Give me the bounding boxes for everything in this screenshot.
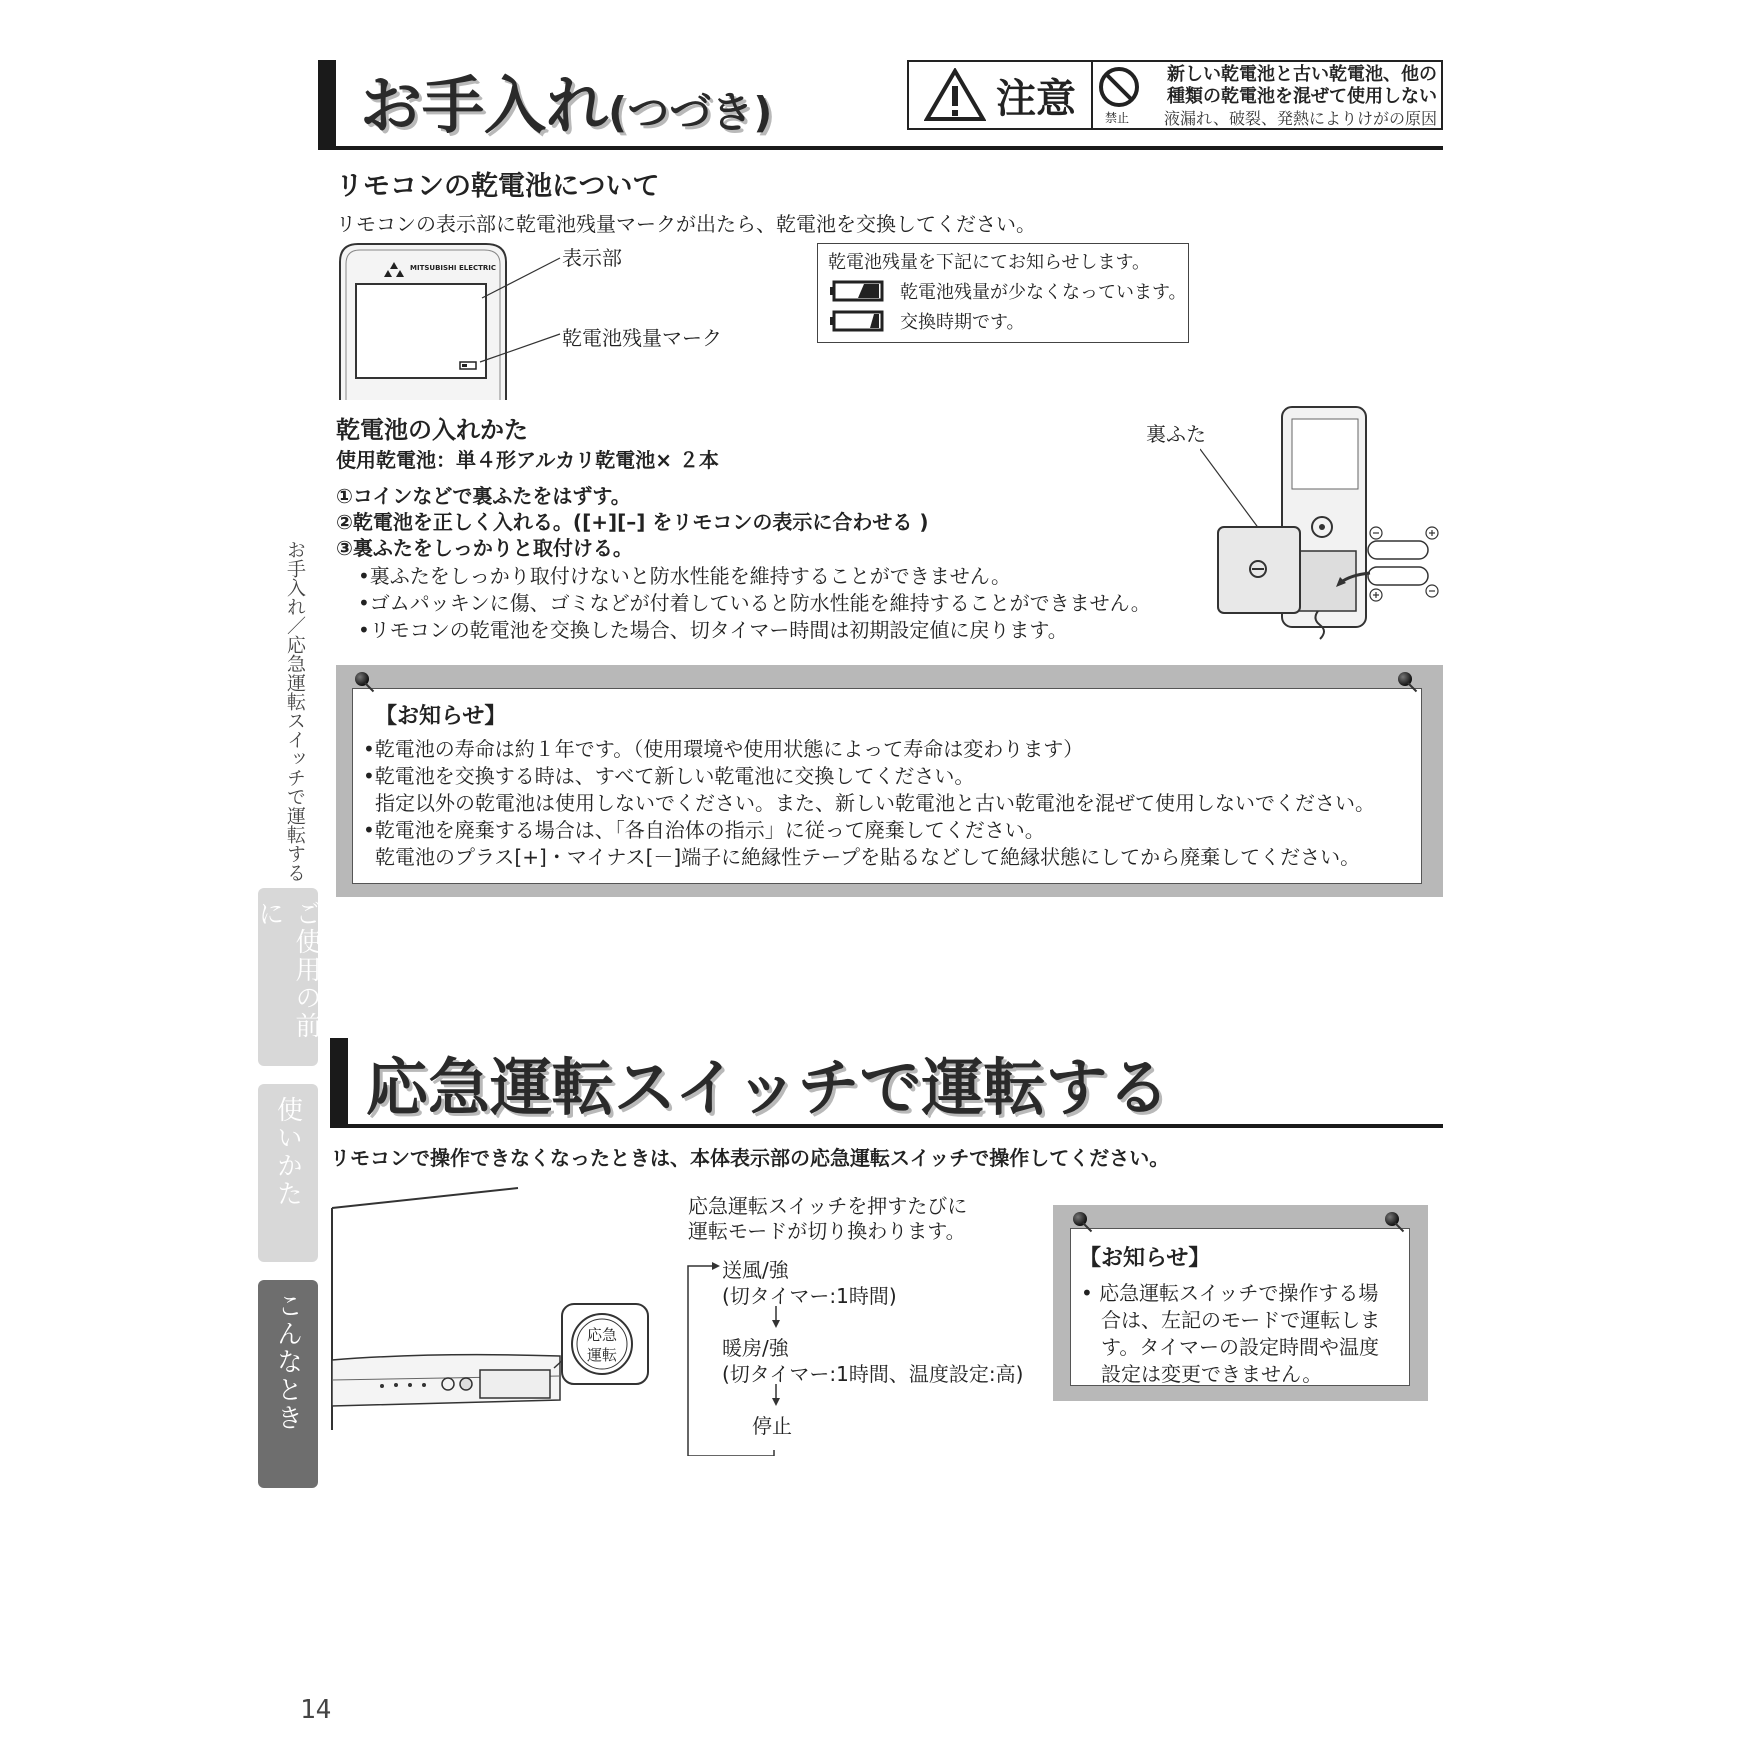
pin-icon (355, 672, 369, 686)
battery-low-icon (830, 280, 886, 302)
notice-card-1 (352, 688, 1422, 884)
battery-type: 使用乾電池：単４形アルカリ乾電池× ２本 (336, 448, 719, 472)
notice-card-2 (1070, 1228, 1410, 1386)
page-title-main: お手入れ (360, 69, 609, 142)
chapter-label: お手入れ／応急運転スイッチで運転する (284, 540, 306, 882)
tab-troubleshooting-label: こんなとき (272, 1292, 303, 1432)
prohibit-label: 禁止 (1105, 111, 1130, 125)
pin-icon (1385, 1212, 1399, 1226)
title-accent-bar (318, 60, 336, 148)
switch-label-1: 応急 (586, 1326, 618, 1344)
page-title-sub: (つづき) (608, 88, 773, 137)
legend-low: 乾電池残量が少なくなっています。 (900, 282, 1187, 303)
step-2: ②乾電池を正しく入れる。([+][–] をリモコンの表示に合わせる ) (336, 510, 929, 534)
tab-before-use[interactable] (254, 888, 321, 1066)
callout-lines (470, 250, 570, 370)
notice-1-line-4: •乾電池を廃棄する場合は、「各自治体の指示」に従って廃棄してください。 (363, 818, 1045, 842)
label-display: 表示部 (562, 246, 622, 270)
warning-triangle-icon (924, 68, 986, 122)
caution-line-1: 新しい乾電池と古い乾電池、他の (1167, 64, 1437, 85)
section2-intro: リモコンで操作できなくなったときは、本体表示部の応急運転スイッチで操作してください。 (330, 1146, 1170, 1170)
legend-title: 乾電池残量を下記にてお知らせします。 (828, 252, 1151, 273)
legend-replace: 交換時期です。 (900, 312, 1025, 333)
flow-intro-2: 運転モードが切り換わります。 (688, 1219, 966, 1243)
label-battery-mark: 乾電池残量マーク (562, 326, 722, 350)
bullet-2: •ゴムパッキンに傷、ゴミなどが付着していると防水性能を維持することができません。 (358, 591, 1151, 615)
prohibit-icon (1097, 65, 1141, 109)
flow-mode-1: 送風/強 (722, 1258, 789, 1282)
battery-empty-icon (830, 310, 886, 332)
caution-text (1145, 62, 1441, 128)
section2-title: 応急運転スイッチで運転する (366, 1051, 1170, 1124)
battery-heading: リモコンの乾電池について (336, 171, 660, 202)
label-back-cover: 裏ふた (1146, 422, 1206, 446)
pin-icon (1398, 672, 1412, 686)
notice-2-line-3: す。タイマーの設定時間や温度 (1101, 1335, 1379, 1359)
flow-detail-1: (切タイマー:1時間) (722, 1284, 897, 1308)
flow-mode-2: 暖房/強 (722, 1336, 789, 1360)
battery-intro: リモコンの表示部に乾電池残量マークが出たら、乾電池を交換してください。 (336, 212, 1036, 236)
flow-mode-3: 停止 (752, 1414, 792, 1438)
section2-accent-bar (330, 1038, 348, 1128)
caution-box (907, 60, 1443, 130)
caution-label-area (909, 62, 1093, 128)
remote-brand: MITSUBISHI ELECTRIC (410, 264, 497, 272)
unit-illustration (330, 1180, 660, 1430)
tab-before-use-label: ご使用の前に (254, 900, 321, 1040)
step-3: ③裏ふたをしっかりと取付ける。 (336, 536, 633, 560)
bullet-1: •裏ふたをしっかり取付けないと防水性能を維持することができません。 (358, 564, 1011, 588)
flow-intro-1: 応急運転スイッチを押すたびに (688, 1194, 968, 1218)
title-underline (318, 146, 1443, 150)
switch-label-2: 運転 (586, 1346, 618, 1364)
page-title (360, 56, 772, 145)
step-1: ①コインなどで裏ふたをはずす。 (336, 484, 631, 508)
flow-detail-2: (切タイマー:1時間、温度設定:高) (722, 1362, 1024, 1386)
remote-back-illustration (1200, 405, 1450, 645)
tab-troubleshooting[interactable] (258, 1280, 318, 1488)
insert-heading: 乾電池の入れかた (336, 416, 528, 444)
notice-2-line-4: 設定は変更できません。 (1101, 1362, 1323, 1386)
tab-how-to-use-label: 使いかた (272, 1096, 303, 1208)
caution-line-3: 液漏れ、破裂、発熱によりけがの原因 (1164, 109, 1437, 128)
notice-1-line-3: 指定以外の乾電池は使用しないでください。また、新しい乾電池と古い乾電池を混ぜて使用しないでください。 (375, 791, 1375, 815)
notice-1-line-5: 乾電池のプラス[+]・マイナス[－]端子に絶縁性テープを貼るなどして絶縁状態にしてから廃棄してください。 (375, 845, 1361, 869)
pin-icon (1073, 1212, 1087, 1226)
notice-2-title: 【お知らせ】 (1079, 1246, 1211, 1271)
notice-1-title: 【お知らせ】 (375, 704, 507, 729)
notice-2-line-1: • 応急運転スイッチで操作する場 (1081, 1281, 1379, 1305)
caution-line-2: 種類の乾電池を混ぜて使用しない (1167, 86, 1437, 107)
notice-2-line-2: 合は、左記のモードで運転しま (1101, 1308, 1381, 1332)
caution-label: 注意 (996, 75, 1076, 122)
page-number: 14 (300, 1695, 332, 1725)
notice-1-line-1: •乾電池の寿命は約１年です。（使用環境や使用状態によって寿命は変わります） (363, 737, 1084, 761)
notice-1-line-2: •乾電池を交換する時は、すべて新しい乾電池に交換してください。 (363, 764, 975, 788)
battery-legend-box (817, 243, 1189, 343)
bullet-3: •リモコンの乾電池を交換した場合、切タイマー時間は初期設定値に戻ります。 (358, 618, 1068, 642)
prohibit-area (1093, 62, 1145, 128)
tab-how-to-use[interactable] (258, 1084, 318, 1262)
